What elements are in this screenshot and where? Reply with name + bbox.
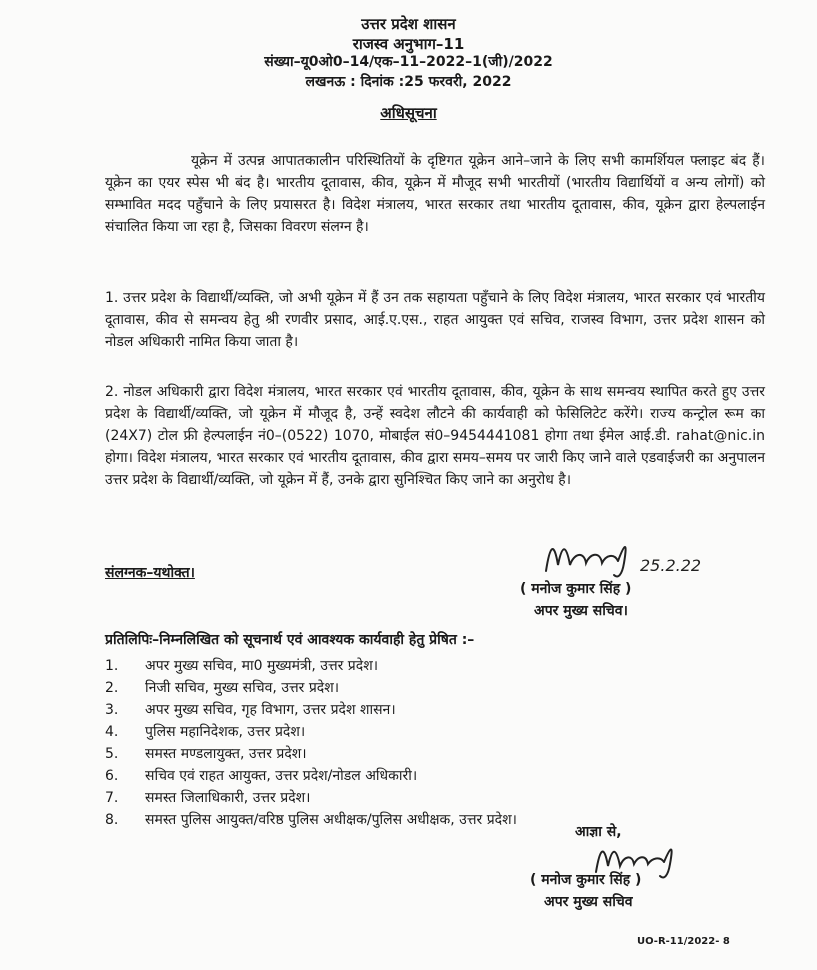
notification-title: अधिसूचना: [380, 104, 437, 122]
signatory-designation: अपर मुख्य सचिव।: [534, 603, 628, 619]
signature-date: 25.2.22: [640, 556, 702, 575]
list-item: 3. अपर मुख्य सचिव, गृह विभाग, उत्तर प्रदेश शासन।: [105, 702, 396, 718]
by-order: आज्ञा से,: [575, 824, 622, 840]
point-2: 2. नोडल अधिकारी द्वारा विदेश मंत्रालय, भारत सरकार एवं भारतीय दूतावास, कीव, यूक्रेन के साथ समन्वय स्थापित करते हुए उत्तर प्रदेश के विद्यार्थी/व्यक्ति, जो यूक्रेन में मौजूद है, उन्हें स्वदेश लौटने की कार्यवाही को फेसिलिटेट करेंगे। राज्य कन्ट्रोल रूम का (24X7) टोल फ्री हेल्पलाईन नं0–(0522) 1070, मोबाईल सं0–9454441081 होगा तथा ईमेल आई.डी. rahat@nic.in होगा। विदेश मंत्रालय, भारत सरकार एवं भारतीय दूतावास, कीव द्वारा समय–समय पर जारी किए जाने वाले एडवाईजरी का अनुपालन उत्तर प्रदेश के विद्यार्थी/व्यक्ति, जो यूक्रेन में हैं, उनके द्वारा सुनिश्चित किए जाने का अनुरोध है।: [105, 384, 765, 488]
list-item: 8. समस्त पुलिस आयुक्त/वरिष्ठ पुलिस अधीक्षक/पुलिस अधीक्षक, उत्तर प्रदेश।: [105, 812, 517, 828]
intro-paragraph: यूक्रेन में उत्पन्न आपातकालीन परिस्थितियों के दृष्टिगत यूक्रेन आने–जाने के लिए सभी कामर्शियल फ्लाइट बंद हैं। यूक्रेन का एयर स्पेस भी बंद है। भारतीय दूतावास, कीव, यूक्रेन में मौजूद सभी भारतीयों (भारतीय विद्यार्थियों व अन्य लोगों) को सम्भावित मदद पहुँचाने के लिए प्रयासरत है। विदेश मंत्रालय, भारत सरकार तथा भारतीय दूतावास, कीव, यूक्रेन द्वारा हेल्पलाईन संचालित किया जा रहा है, जिसका विवरण संलग्न है।: [105, 153, 765, 235]
list-item: 4. पुलिस महानिदेशक, उत्तर प्रदेश।: [105, 724, 306, 740]
signatory-designation-2: अपर मुख्य सचिव: [544, 894, 633, 910]
copy-heading: प्रतिलिपिः–निम्नलिखित को सूचनार्थ एवं आवश्यक कार्यवाही हेतु प्रेषित :–: [105, 632, 475, 648]
copy-list: [105, 655, 517, 831]
enclosure-note: संलग्नक–यथोक्त।: [105, 565, 195, 581]
govt-title: उत्तर प्रदेश शासन: [361, 15, 456, 33]
signature-block-1: [520, 535, 740, 625]
list-item: 2. निजी सचिव, मुख्य सचिव, उत्तर प्रदेश।: [105, 680, 340, 696]
list-item: 5. समस्त मण्डलायुक्त, उत्तर प्रदेश।: [105, 746, 307, 762]
handwritten-signature-1: [540, 535, 740, 583]
place-date: लखनऊ : दिनांक :25 फरवरी, 2022: [305, 74, 512, 90]
department: राजस्व अनुभाग–11: [352, 35, 465, 53]
point-1: 1. उत्तर प्रदेश के विद्यार्थी/व्यक्ति, जो अभी यूक्रेन में हैं उन तक सहायता पहुँचाने के लिए विदेश मंत्रालय, भारत सरकार एवं भारतीय दूतावास, कीव से समन्वय हेतु श्री रणवीर प्रसाद, आई.ए.एस., राहत आयुक्त एवं सचिव, राजस्व विभाग, उत्तर प्रदेश शासन को नोडल अधिकारी नामित किया जाता है।: [105, 290, 765, 350]
reference-number: संख्या–यू0ओ0–14/एक–11–2022–1(जी)/2022: [264, 54, 553, 70]
signatory-name: ( मनोज कुमार सिंह ): [520, 581, 632, 597]
list-item: 7. समस्त जिलाधिकारी, उत्तर प्रदेश।: [105, 790, 311, 806]
list-item: 1. अपर मुख्य सचिव, मा0 मुख्यमंत्री, उत्तर प्रदेश।: [105, 658, 379, 674]
footer-reference: UO-R-11/2022- 8: [637, 936, 730, 947]
signatory-name-2: ( मनोज कुमार सिंह ): [530, 872, 642, 888]
signature-block-2: [530, 840, 750, 930]
list-item: 6. सचिव एवं राहत आयुक्त, उत्तर प्रदेश/नोडल अधिकारी।: [105, 768, 418, 784]
